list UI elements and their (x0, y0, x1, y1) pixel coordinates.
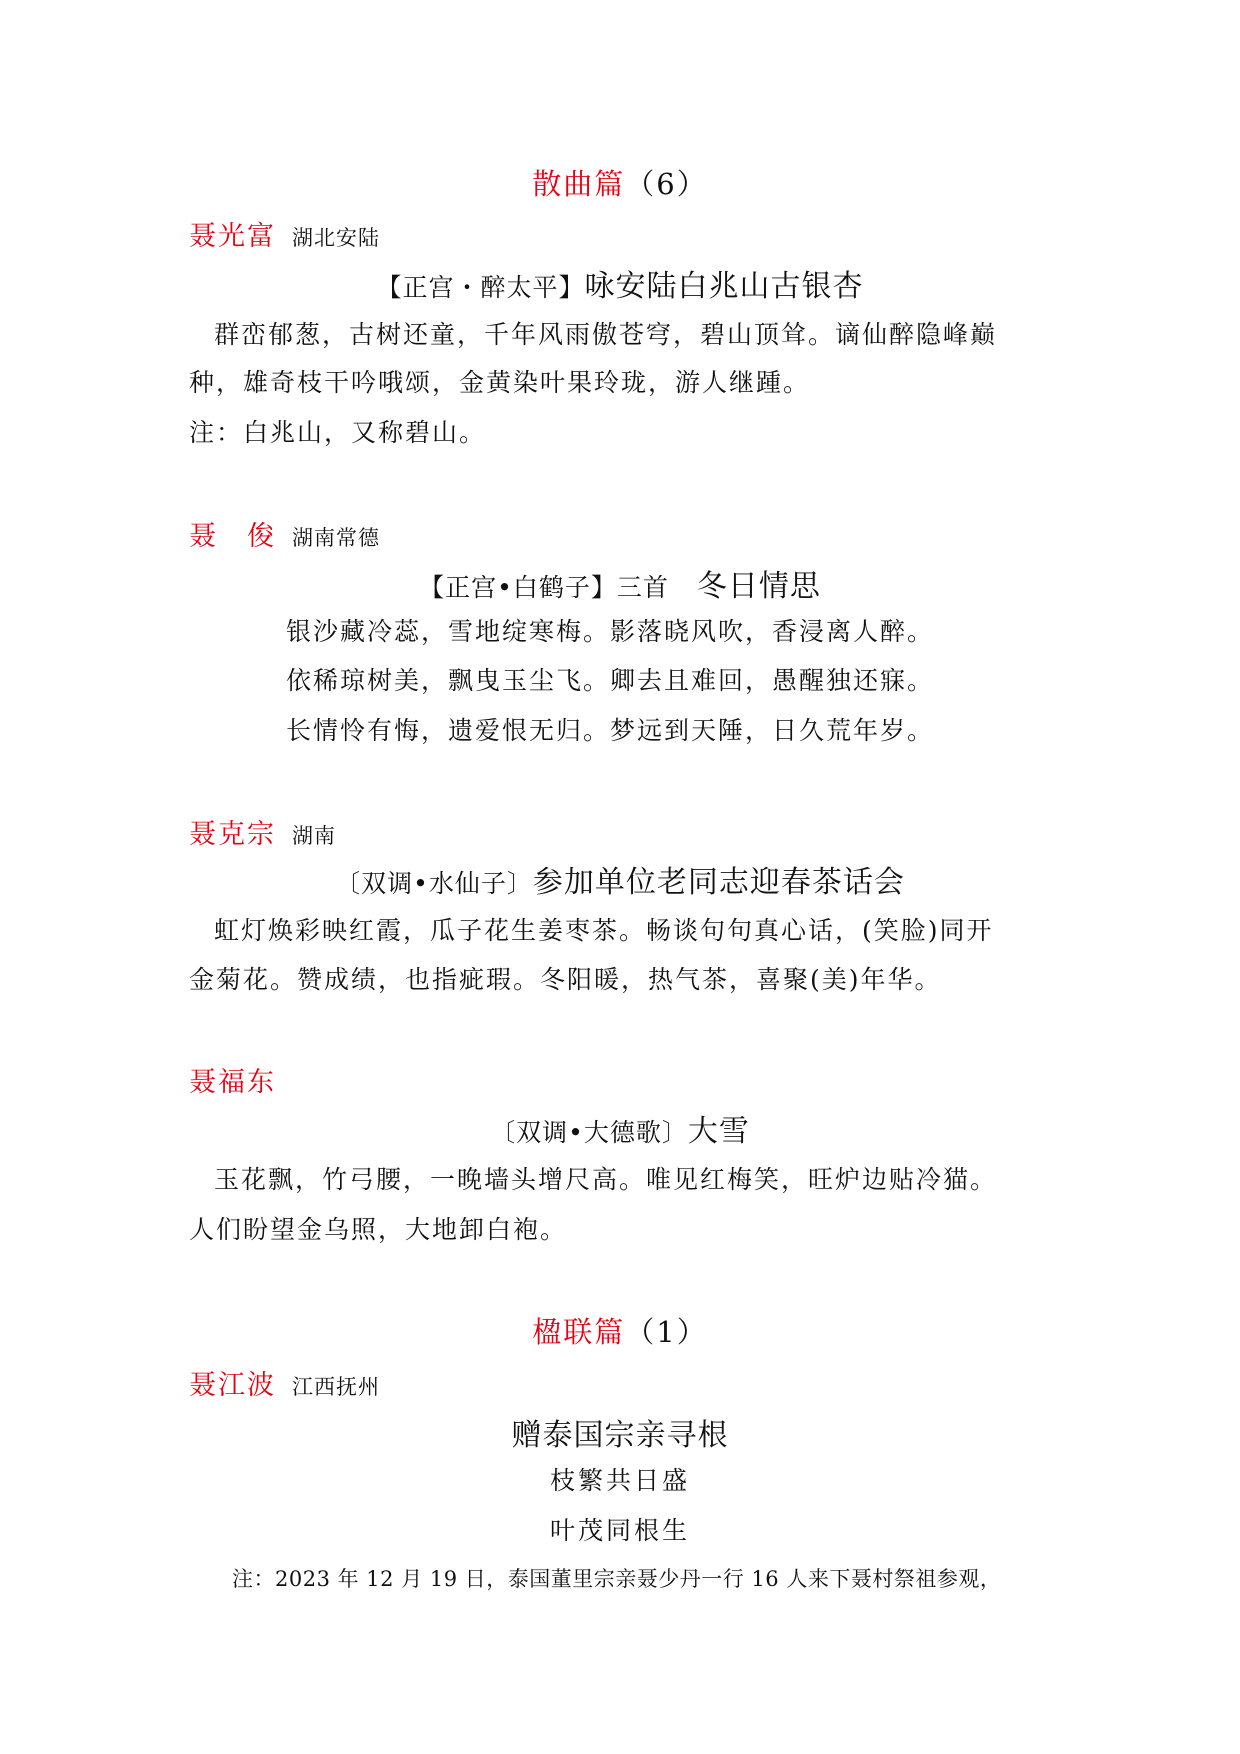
tune-name: 〔双调•大德歌〕 (490, 1118, 688, 1147)
couplet-line: 叶茂同根生 (549, 1516, 690, 1545)
poem-title (0, 1106, 1240, 1150)
title-text: 赠泰国宗亲寻根 (511, 1418, 729, 1453)
author-line (189, 1060, 276, 1099)
poem-line: 依稀琼树美，飘曳玉尘飞。卿去且难回，愚醒独还寐。 (286, 666, 935, 695)
author-name: 聂光富 (189, 221, 276, 252)
poem-line: 群峦郁葱，古树还童，千年风雨傲苍穹，碧山顶耸。谪仙醉隐峰巅 (214, 320, 998, 349)
couplet-note: 注：2023 年 12 月 19 日，泰国董里宗亲聂少丹一行 16 人来下聂村祭祖参观， (232, 1567, 1002, 1591)
author-line (189, 514, 380, 553)
title-text: 冬日情思 (696, 569, 821, 604)
title-text: 咏安陆白兆山古银杏 (584, 269, 864, 304)
author-line (189, 214, 380, 253)
poem-line: 人们盼望金乌照，大地卸白袍。 (189, 1215, 568, 1244)
poem-line: 长情怜有悔，遗爱恨无归。梦远到天陲，日久荒年岁。 (286, 716, 935, 745)
poem-title (0, 261, 1240, 305)
author-name: 聂江波 (189, 1370, 276, 1401)
author-location: 江西抚州 (292, 1375, 380, 1399)
couplet-line: 枝繁共日盛 (549, 1466, 690, 1495)
author-location: 湖南常德 (292, 526, 380, 550)
author-line (189, 1363, 380, 1402)
author-name: 聂福东 (189, 1067, 276, 1098)
tune-name: 〔双调•水仙子〕 (335, 869, 533, 898)
author-name: 聂 俊 (189, 521, 276, 552)
author-name: 聂克宗 (189, 819, 276, 850)
author-location: 湖北安陆 (292, 226, 380, 250)
poem-note: 注：白兆山，又称碧山。 (189, 418, 487, 447)
poem-line: 虹灯焕彩映红霞，瓜子花生姜枣茶。畅谈句句真心话，(笑脸)同开 (214, 916, 994, 945)
author-line (189, 812, 336, 851)
poem-line: 种，雄奇枝干吟哦颂，金黄染叶果玲珑，游人继踵。 (189, 368, 811, 397)
title-text: 大雪 (687, 1114, 750, 1149)
tune-name: 【正宫・醉太平】 (376, 273, 585, 302)
section-title-sanqu: 散曲篇（6） (532, 167, 708, 201)
couplet-title (0, 1410, 1240, 1454)
poem-line: 金菊花。赞成绩，也指疵瑕。冬阳暖，热气茶，喜聚(美)年华。 (189, 965, 942, 994)
tune-name: 【正宫•白鹤子】三首 (419, 573, 669, 602)
poem-title (0, 857, 1240, 901)
poem-line: 玉花飘，竹弓腰，一晚墙头增尺高。唯见红梅笑，旺炉边贴冷猫。 (214, 1165, 998, 1194)
title-text: 参加单位老同志迎春茶话会 (532, 865, 905, 900)
poem-line: 银沙藏冷蕊，雪地绽寒梅。影落晓风吹，香浸离人醉。 (286, 617, 935, 646)
poem-title (0, 561, 1240, 605)
author-location: 湖南 (292, 824, 336, 848)
section-title-yinglian: 楹联篇（1） (532, 1315, 708, 1349)
